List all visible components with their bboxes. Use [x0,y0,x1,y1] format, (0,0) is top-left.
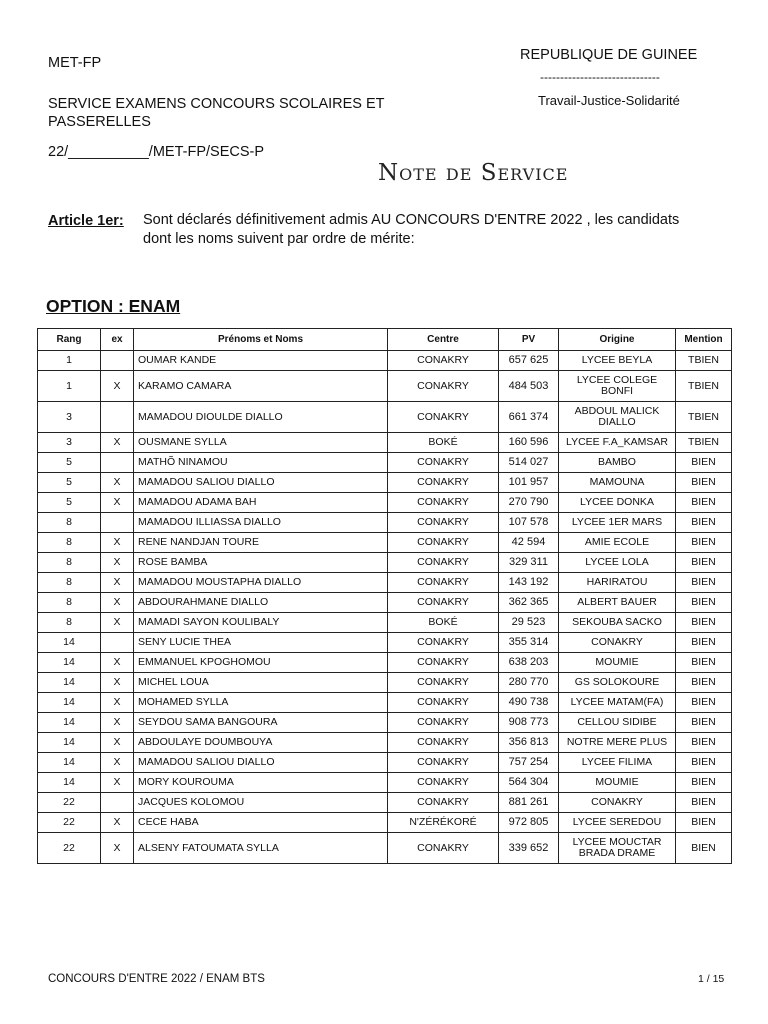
cell-name: MORY KOUROUMA [134,773,388,793]
cell-origine: BAMBO [559,453,676,473]
cell-mention: BIEN [676,613,732,633]
cell-name: RENE NANDJAN TOURE [134,533,388,553]
table-row [38,513,732,533]
cell-rang: 3 [38,402,101,433]
cell-name: CECE HABA [134,813,388,833]
cell-name: MAMADOU MOUSTAPHA DIALLO [134,573,388,593]
cell-rang: 22 [38,793,101,813]
table-row [38,833,732,864]
cell-rang: 14 [38,673,101,693]
table-body [38,351,732,864]
cell-pv: 881 261 [499,793,559,813]
table-row [38,733,732,753]
table-row [38,593,732,613]
footer-caption: CONCOURS D'ENTRE 2022 / ENAM BTS [48,973,265,985]
table-row [38,533,732,553]
cell-origine: SEKOUBA SACKO [559,613,676,633]
results-table [37,328,732,864]
cell-centre: CONAKRY [388,753,499,773]
cell-name: MAMADOU ADAMA BAH [134,493,388,513]
cell-rang: 8 [38,513,101,533]
cell-rang: 5 [38,453,101,473]
cell-centre: CONAKRY [388,453,499,473]
cell-mention: BIEN [676,713,732,733]
cell-name: MAMADOU ILLIASSA DIALLO [134,513,388,533]
cell-mention: BIEN [676,753,732,773]
cell-rang: 5 [38,473,101,493]
cell-origine: MAMOUNA [559,473,676,493]
article-text: Sont déclarés définitivement admis AU CONCOURS D'ENTRE 2022 , les candidats dont les noms suivent par ordre de mérite: [143,212,680,247]
cell-rang: 8 [38,573,101,593]
cell-mention: BIEN [676,833,732,864]
cell-mention: TBIEN [676,402,732,433]
cell-pv: 280 770 [499,673,559,693]
cell-name: JACQUES KOLOMOU [134,793,388,813]
cell-name: MAMADOU SALIOU DIALLO [134,473,388,493]
table-row [38,573,732,593]
cell-pv: 757 254 [499,753,559,773]
cell-rang: 8 [38,593,101,613]
cell-centre: CONAKRY [388,371,499,402]
cell-name: MAMADOU SALIOU DIALLO [134,753,388,773]
cell-ex: X [101,573,134,593]
table-row [38,351,732,371]
cell-name: MATHÕ NINAMOU [134,453,388,473]
cell-centre: CONAKRY [388,473,499,493]
cell-centre: CONAKRY [388,653,499,673]
cell-pv: 160 596 [499,433,559,453]
cell-centre: CONAKRY [388,793,499,813]
cell-centre: CONAKRY [388,573,499,593]
cell-ex: X [101,493,134,513]
cell-mention: TBIEN [676,351,732,371]
cell-origine: LYCEE SEREDOU [559,813,676,833]
cell-ex [101,402,134,433]
cell-origine: ALBERT BAUER [559,593,676,613]
reference-number: 22/__________/MET-FP/SECS-P [48,144,265,160]
cell-name: KARAMO CAMARA [134,371,388,402]
cell-pv: 339 652 [499,833,559,864]
cell-rang: 1 [38,351,101,371]
cell-origine: LYCEE 1ER MARS [559,513,676,533]
cell-rang: 14 [38,753,101,773]
cell-name: MAMADOU DIOULDE DIALLO [134,402,388,433]
national-motto: Travail-Justice-Solidarité [538,93,680,108]
cell-mention: BIEN [676,553,732,573]
header-mention: Mention [676,329,732,351]
cell-mention: BIEN [676,533,732,553]
cell-name: MAMADI SAYON KOULIBALY [134,613,388,633]
cell-mention: BIEN [676,773,732,793]
table-row [38,402,732,433]
table-header-row [38,329,732,351]
cell-centre: CONAKRY [388,553,499,573]
option-heading: OPTION : ENAM [46,296,181,316]
country-name: REPUBLIQUE DE GUINEE [520,47,698,63]
cell-rang: 14 [38,773,101,793]
cell-origine: LYCEE FILIMA [559,753,676,773]
table-row [38,473,732,493]
cell-origine: LYCEE MATAM(FA) [559,693,676,713]
cell-origine: NOTRE MERE PLUS [559,733,676,753]
table-row [38,453,732,473]
cell-origine: CONAKRY [559,793,676,813]
cell-ex [101,513,134,533]
cell-centre: CONAKRY [388,593,499,613]
cell-name: ROSE BAMBA [134,553,388,573]
table-row [38,713,732,733]
page-number: 1 / 15 [698,973,725,985]
cell-origine: LYCEE BEYLA [559,351,676,371]
cell-ex: X [101,613,134,633]
cell-rang: 14 [38,733,101,753]
article-label: Article 1er: [48,213,124,229]
cell-mention: BIEN [676,633,732,653]
cell-origine: LYCEE MOUCTAR BRADA DRAME [559,833,676,864]
cell-pv: 329 311 [499,553,559,573]
cell-centre: BOKÉ [388,613,499,633]
cell-centre: CONAKRY [388,493,499,513]
cell-rang: 5 [38,493,101,513]
table-row [38,493,732,513]
cell-ex: X [101,773,134,793]
cell-name: MOHAMED SYLLA [134,693,388,713]
ministry-code: MET-FP [48,55,102,71]
cell-ex: X [101,533,134,553]
cell-pv: 972 805 [499,813,559,833]
cell-rang: 8 [38,533,101,553]
cell-centre: CONAKRY [388,673,499,693]
cell-origine: MOUMIE [559,773,676,793]
cell-mention: TBIEN [676,433,732,453]
cell-centre: CONAKRY [388,733,499,753]
cell-mention: BIEN [676,813,732,833]
cell-origine: LYCEE COLEGE BONFI [559,371,676,402]
cell-mention: BIEN [676,573,732,593]
cell-pv: 490 738 [499,693,559,713]
cell-pv: 29 523 [499,613,559,633]
cell-pv: 638 203 [499,653,559,673]
cell-origine: LYCEE F.A_KAMSAR [559,433,676,453]
cell-rang: 8 [38,613,101,633]
cell-ex [101,453,134,473]
cell-name: EMMANUEL KPOGHOMOU [134,653,388,673]
cell-mention: TBIEN [676,371,732,402]
table-row [38,371,732,402]
cell-rang: 1 [38,371,101,402]
cell-origine: CONAKRY [559,633,676,653]
cell-centre: CONAKRY [388,402,499,433]
cell-centre: CONAKRY [388,713,499,733]
cell-ex: X [101,813,134,833]
table-row [38,753,732,773]
cell-pv: 661 374 [499,402,559,433]
cell-ex: X [101,713,134,733]
cell-rang: 14 [38,713,101,733]
cell-origine: MOUMIE [559,653,676,673]
table-row [38,673,732,693]
cell-ex: X [101,653,134,673]
cell-centre: CONAKRY [388,633,499,653]
cell-pv: 908 773 [499,713,559,733]
cell-name: ALSENY FATOUMATA SYLLA [134,833,388,864]
cell-rang: 8 [38,553,101,573]
header-pv: PV [499,329,559,351]
cell-origine: HARIRATOU [559,573,676,593]
header-rang: Rang [38,329,101,351]
cell-mention: BIEN [676,513,732,533]
cell-centre: CONAKRY [388,833,499,864]
cell-ex [101,351,134,371]
table-row [38,653,732,673]
cell-name: MICHEL LOUA [134,673,388,693]
cell-origine: LYCEE DONKA [559,493,676,513]
cell-ex: X [101,753,134,773]
cell-pv: 143 192 [499,573,559,593]
cell-ex: X [101,473,134,493]
cell-rang: 22 [38,833,101,864]
cell-pv: 42 594 [499,533,559,553]
cell-name: OUMAR KANDE [134,351,388,371]
cell-name: ABDOULAYE DOUMBOUYA [134,733,388,753]
header-name: Prénoms et Noms [134,329,388,351]
cell-pv: 484 503 [499,371,559,402]
cell-mention: BIEN [676,793,732,813]
cell-ex: X [101,553,134,573]
cell-rang: 14 [38,693,101,713]
cell-ex [101,793,134,813]
cell-pv: 514 027 [499,453,559,473]
cell-pv: 657 625 [499,351,559,371]
cell-ex: X [101,433,134,453]
header-origine: Origine [559,329,676,351]
document-title: Note de Service [378,160,569,186]
table-row [38,433,732,453]
cell-pv: 356 813 [499,733,559,753]
cell-centre: CONAKRY [388,773,499,793]
cell-ex [101,633,134,653]
cell-mention: BIEN [676,653,732,673]
cell-ex: X [101,593,134,613]
cell-origine: GS SOLOKOURE [559,673,676,693]
cell-name: ABDOURAHMANE DIALLO [134,593,388,613]
cell-ex: X [101,371,134,402]
cell-mention: BIEN [676,673,732,693]
header-centre: Centre [388,329,499,351]
cell-centre: CONAKRY [388,693,499,713]
cell-ex: X [101,673,134,693]
cell-rang: 14 [38,633,101,653]
cell-origine: AMIE ECOLE [559,533,676,553]
cell-name: SENY LUCIE THEA [134,633,388,653]
cell-rang: 14 [38,653,101,673]
table-row [38,553,732,573]
header-ex: ex [101,329,134,351]
table-row [38,633,732,653]
cell-pv: 101 957 [499,473,559,493]
cell-mention: BIEN [676,473,732,493]
cell-pv: 362 365 [499,593,559,613]
cell-origine: LYCEE LOLA [559,553,676,573]
service-name: SERVICE EXAMENS CONCOURS SCOLAIRES ET PASSERELLES [48,96,385,130]
cell-centre: CONAKRY [388,513,499,533]
results-table-container [37,328,731,864]
cell-mention: BIEN [676,453,732,473]
cell-ex: X [101,733,134,753]
table-row [38,793,732,813]
cell-mention: BIEN [676,693,732,713]
cell-name: OUSMANE SYLLA [134,433,388,453]
cell-rang: 22 [38,813,101,833]
cell-pv: 107 578 [499,513,559,533]
table-row [38,693,732,713]
table-row [38,773,732,793]
cell-centre: CONAKRY [388,351,499,371]
cell-centre: BOKÉ [388,433,499,453]
cell-centre: CONAKRY [388,533,499,553]
cell-ex: X [101,693,134,713]
cell-mention: BIEN [676,733,732,753]
cell-pv: 355 314 [499,633,559,653]
cell-pv: 564 304 [499,773,559,793]
cell-rang: 3 [38,433,101,453]
cell-centre: N'ZÉRÉKORÉ [388,813,499,833]
cell-origine: CELLOU SIDIBE [559,713,676,733]
cell-ex: X [101,833,134,864]
header-divider: ------------------------------ [540,70,660,84]
cell-mention: BIEN [676,493,732,513]
cell-pv: 270 790 [499,493,559,513]
cell-origine: ABDOUL MALICK DIALLO [559,402,676,433]
cell-name: SEYDOU SAMA BANGOURA [134,713,388,733]
table-row [38,613,732,633]
cell-mention: BIEN [676,593,732,613]
table-row [38,813,732,833]
